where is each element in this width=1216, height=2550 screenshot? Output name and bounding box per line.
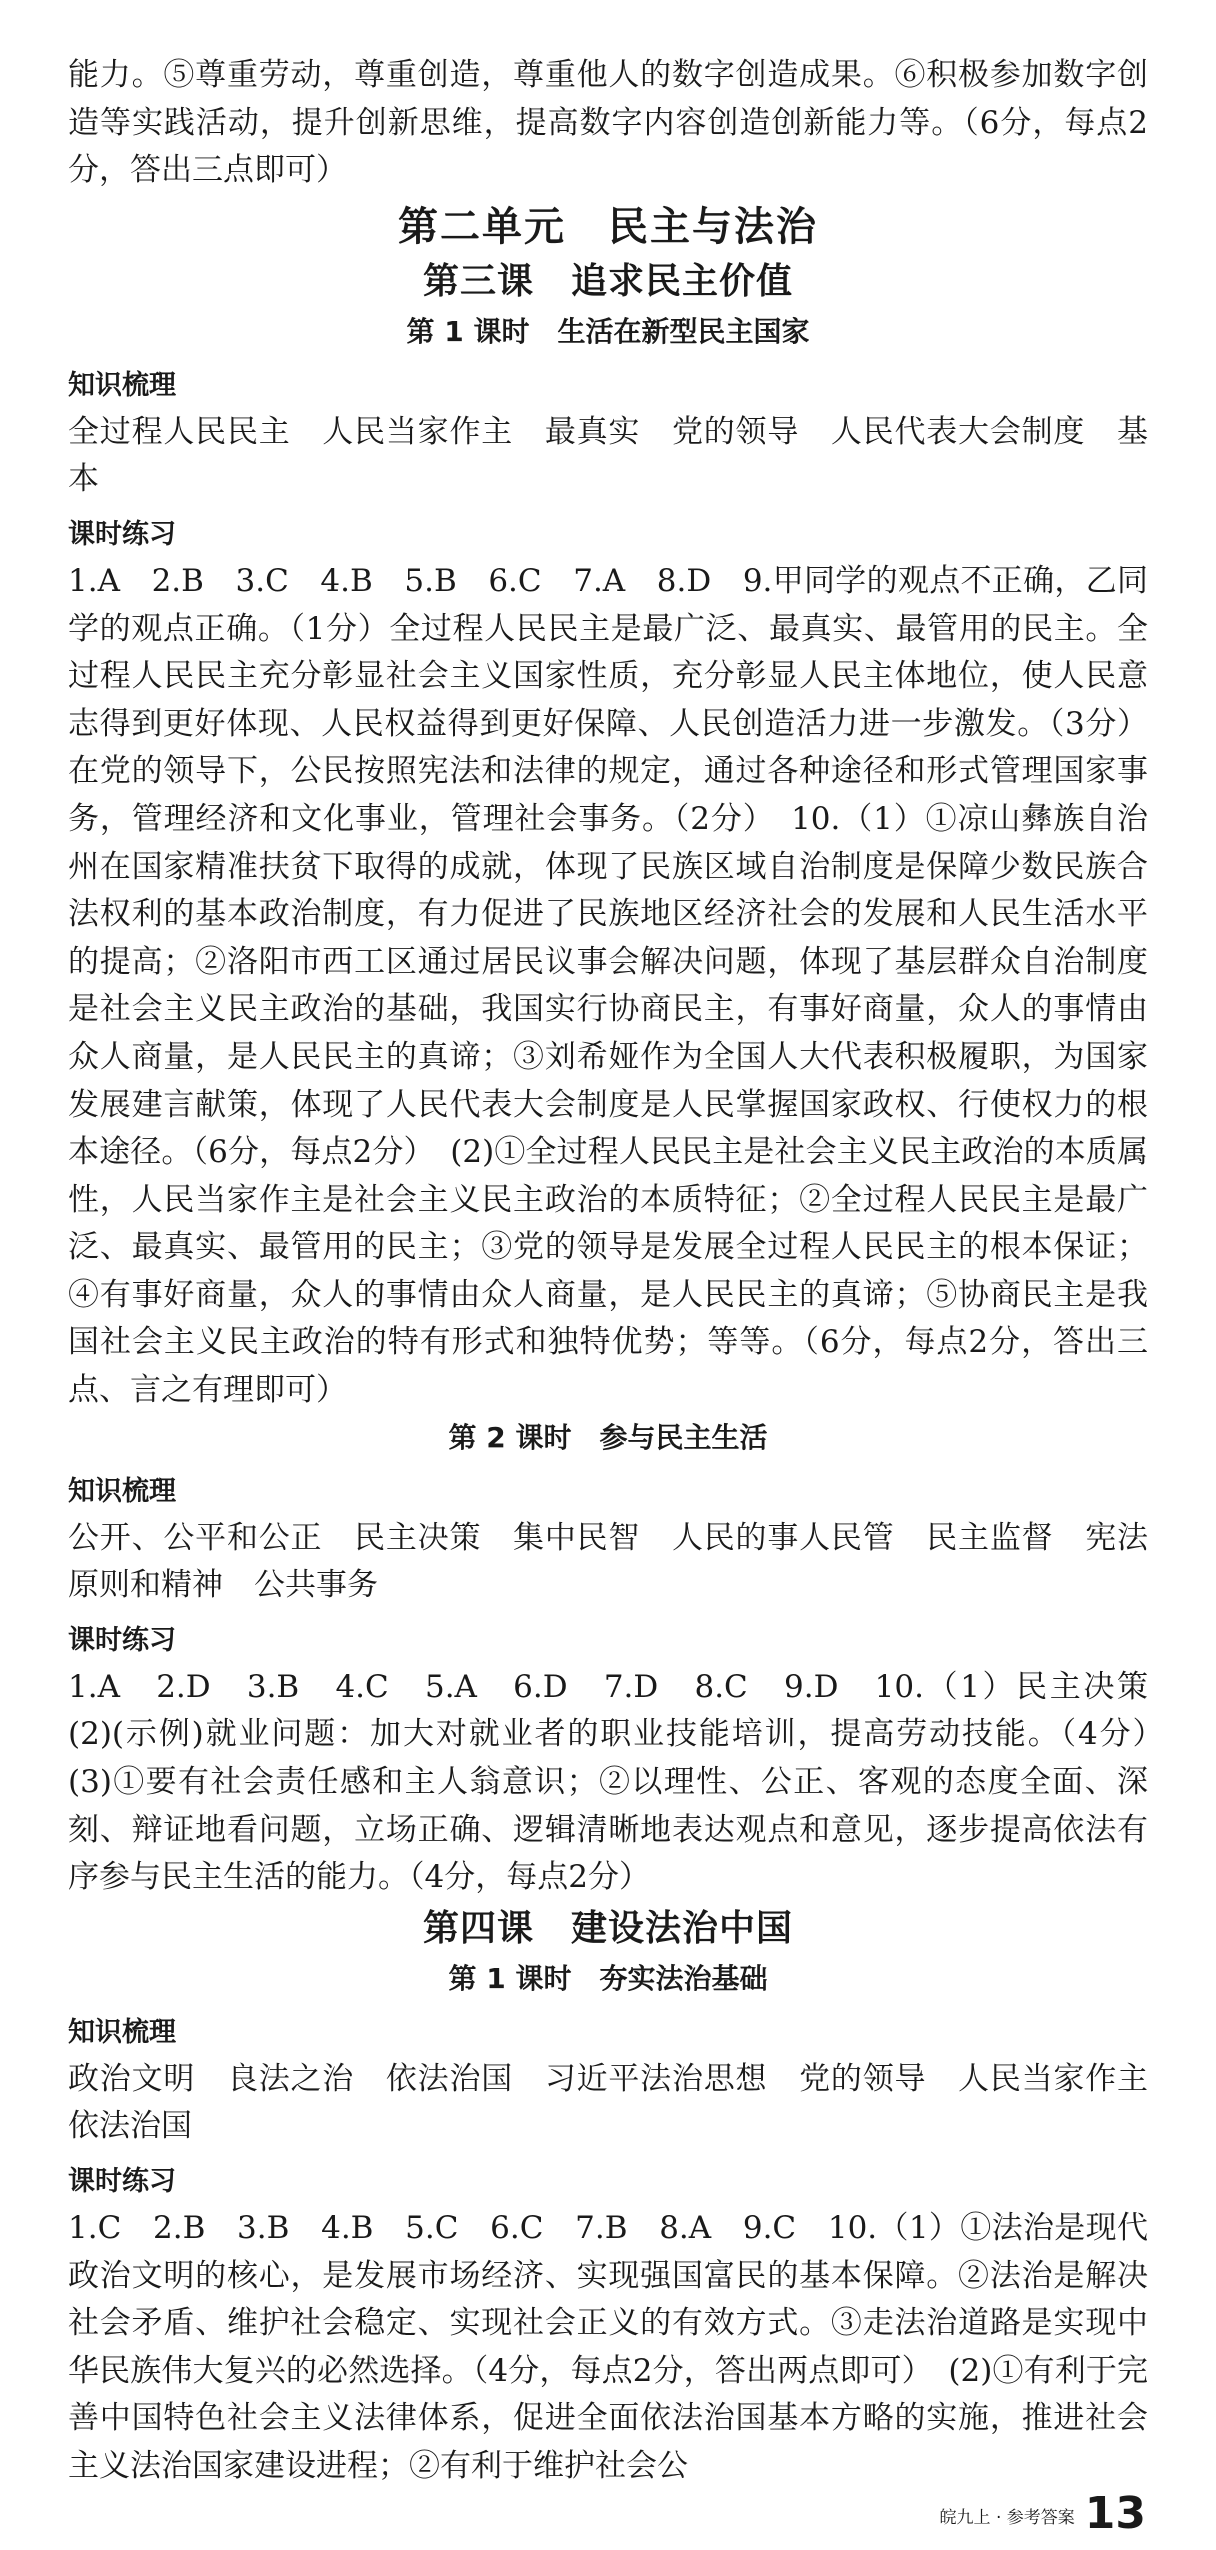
page-footer bbox=[939, 2488, 1146, 2539]
lesson-3-period-1-title: 第 1 课时 生活在新型民主国家 bbox=[406, 314, 810, 348]
unit-title: 第二单元 民主与法治 bbox=[398, 203, 818, 250]
practice-label: 课时练习 bbox=[68, 518, 176, 550]
knowledge-answers: 全过程人民民主 人民当家作主 最真实 党的领导 人民代表大会制度 基本 bbox=[68, 413, 1148, 498]
lesson-4-period-1-title: 第 1 课时 夯实法治基础 bbox=[448, 1961, 768, 1995]
practice-answers: 1.A 2.B 3.C 4.B 5.B 6.C 7.A 8.D 9.甲同学的观点不正确，乙同学的观点正确。（1分）全过程人民民主是最广泛、最真实、最管用的民主。全过程人民民主充分彰显社会主义国家性质，充分彰显人民主体地位，使人民意志得到更好体现、人民权益得到更好保障、人民创造活力进一步激发。（3分）在党的领导下，公民按照宪法和法律的规定，通过各种途径和形式管理国家事务，管理经济和文化事业，管理社会事务。（2分） 10.（1）①凉山彝族自治州在国家精准扶贫下取得的成就，体现了民族区域自治制度是保障少数民族合法权利的基本政治制度，有力促进了民族地区经济社会的发展和人民生活水平的提高；②洛阳市西工区通过居民议事会解决问题，体现了基层群众自治制度是社会主义民主政治的基础，我国实行协商民主，有事好商量，众人的事情由众人商量，是人民民主的真谛；③刘希娅作为全国人大代表积极履职，为国家发展建言献策，体现了人民代表大会制度是人民掌握国家政权、行使权力的根本途径。（6分，每点2分） (2)①全过程人民民主是社会主义民主政治的本质属性，人民当家作主是社会主义民主政治的本质特征；②全过程人民民主是最广泛、最真实、最管用的民主；③党的领导是发展全过程人民民主的根本保证；④有事好商量，众人的事情由众人商量，是人民民主的真谛；⑤协商民主是我国社会主义民主政治的特有形式和独特优势；等等。（6分，每点2分，答出三点、言之有理即可） bbox=[68, 562, 1148, 1409]
lesson-3-title: 第三课 追求民主价值 bbox=[422, 260, 793, 302]
practice-answers: 1.C 2.B 3.B 4.B 5.C 6.C 7.B 8.A 9.C 10.（1）①法治是现代政治文明的核心，是发展市场经济、实现强国富民的基本保障。②法治是解决社会矛盾、维护社会稳定、实现社会正义的有效方式。③走法治道路是实现中华民族伟大复兴的必然选择。（4分，每点2分，答出两点即可） (2)①有利于完善中国特色社会主义法律体系，促进全面依法治国基本方略的实施，推进社会主义法治国家建设进程；②有利于维护社会公 bbox=[68, 2210, 1148, 2484]
practice-label: 课时练习 bbox=[68, 1624, 176, 1656]
lesson-4-title: 第四课 建设法治中国 bbox=[422, 1907, 793, 1949]
practice-answers: 1.A 2.D 3.B 4.C 5.A 6.D 7.D 8.C 9.D 10.（1）民主决策 (2)(示例)就业问题：加大对就业者的职业技能培训，提高劳动技能。（4分） (3)①要有社会责任感和主人翁意识；②以理性、公正、客观的态度全面、深刻、辩证地看问题，立场正确、逻辑清晰地表达观点和意见，逐步提高依法有序参与民主生活的能力。（4分，每点2分） bbox=[68, 1668, 1179, 1896]
answer-page bbox=[68, 52, 1179, 2491]
knowledge-label: 知识梳理 bbox=[68, 1475, 176, 1507]
knowledge-answers: 政治文明 良法之治 依法治国 习近平法治思想 党的领导 人民当家作主 依法治国 bbox=[68, 2060, 1179, 2145]
practice-label: 课时练习 bbox=[68, 2166, 176, 2197]
knowledge-label: 知识梳理 bbox=[68, 369, 176, 401]
lesson-3-period-2-title: 第 2 课时 参与民主生活 bbox=[448, 1420, 768, 1454]
footer-label: 皖九上 · 参考答案 bbox=[939, 2508, 1075, 2528]
page-number: 13 bbox=[1084, 2488, 1146, 2539]
knowledge-answers: 公开、公平和公正 民主决策 集中民智 人民的事人民管 民主监督 宪法原则和精神 公共事务 bbox=[68, 1519, 1148, 1604]
continuation-paragraph: 能力。⑤尊重劳动，尊重创造，尊重他人的数字创造成果。⑥积极参加数字创造等实践活动，提升创新思维，提高数字内容创造创新能力等。（6分，每点2分，答出三点即可） bbox=[68, 57, 1148, 189]
knowledge-label: 知识梳理 bbox=[68, 2016, 176, 2048]
